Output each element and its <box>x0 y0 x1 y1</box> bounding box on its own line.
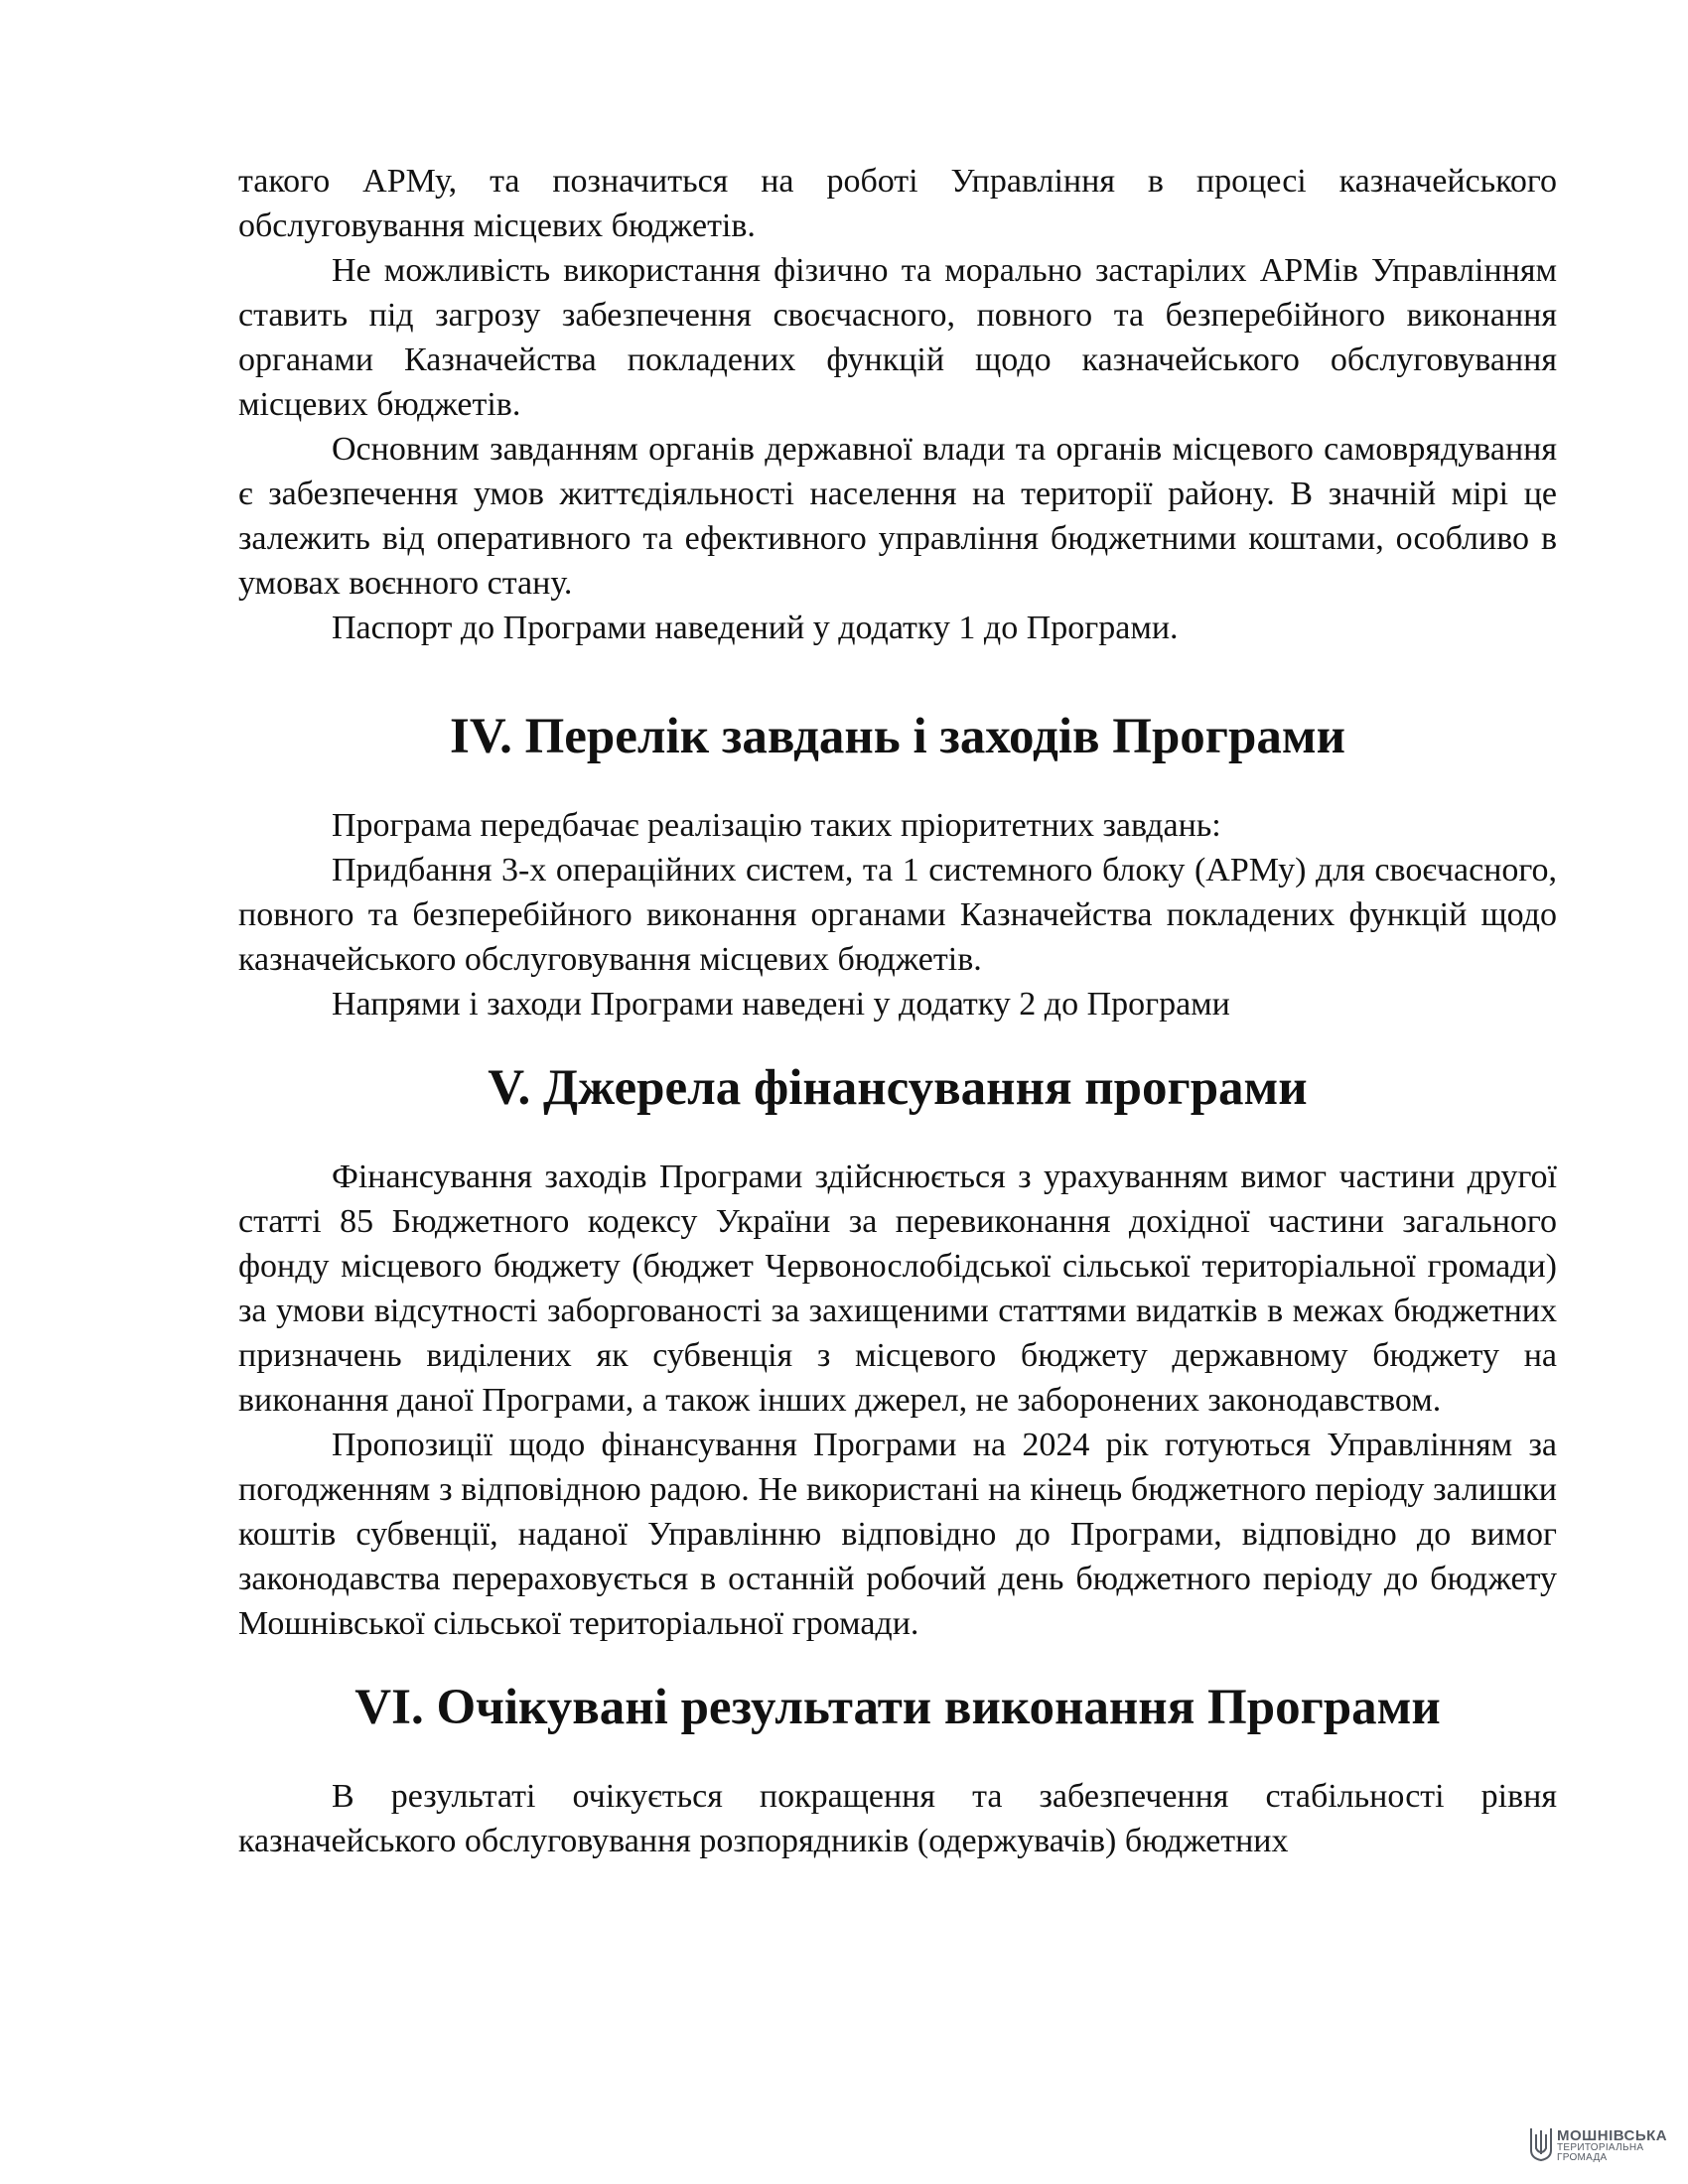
paragraph: В результаті очікується покращення та забезпечення стабільності рівня казначейського обслуговування розпорядників (одержувачів) бюджетних <box>238 1778 1557 1859</box>
paragraph: Програма передбачає реалізацію таких пріоритетних завдань: <box>332 807 1221 844</box>
trident-icon <box>1529 2124 1553 2167</box>
paragraph: Основним завданням органів державної влади та органів місцевого самоврядування є забезпечення умов життєдіяльності населення на території району. В значній мірі це залежить від оперативного та ефективного управління бюджетними коштами, особливо в умовах воєнного стану. <box>238 431 1557 602</box>
document-page <box>238 159 1557 1863</box>
paragraph: Придбання 3-х операційних систем, та 1 системного блоку (АРМу) для своєчасного, повного та безперебійного виконання органами Казначейства покладених функцій щодо казначейського обслуговування місцевих бюджетів. <box>238 852 1557 978</box>
paragraph: Фінансування заходів Програми здійснюється з урахуванням вимог частини другої статті 85 Бюджетного кодексу України за перевиконання дохідної частини загального фонду місцевого бюджету (бюджет Червонослобідської сільської територіальної громади) за умови відсутності заборгованості за захищеними статтями видатків в межах бюджетних призначень виділених як субвенція з місцевого бюджету державному бюджету на виконання даної Програми, а також інших джерел, не заборонених законодавством. <box>238 1159 1557 1419</box>
section-heading-6: VI. Очікувані результати виконання Програми <box>354 1680 1441 1735</box>
logo-sub-text: ГРОМАДА <box>1557 2151 1608 2163</box>
logo-sub-text: ТЕРИТОРІАЛЬНА <box>1557 2141 1644 2153</box>
community-logo <box>1529 2119 1667 2171</box>
logo-main-text: МОШНІВСЬКА <box>1557 2126 1668 2144</box>
paragraph: Напрями і заходи Програми наведені у додатку 2 до Програми <box>332 986 1230 1023</box>
paragraph: Паспорт до Програми наведений у додатку 1 до Програми. <box>332 610 1179 646</box>
paragraph: Не можливість використання фізично та морально застарілих АРМів Управлінням ставить під загрозу забезпечення своєчасного, повного та безперебійного виконання органами Казначейства покладених функцій щодо казначейського обслуговування місцевих бюджетів. <box>238 252 1557 423</box>
section-heading-4: IV. Перелік завдань і заходів Програми <box>450 709 1345 764</box>
paragraph: Пропозиції щодо фінансування Програми на 2024 рік готуються Управлінням за погодженням з відповідною радою. Не використані на кінець бюджетного періоду залишки коштів субвенції, наданої Управлінню відповідно до Програми, відповідно до вимог законодавства перераховується в останній робочий день бюджетного періоду до бюджету Мошнівської сільської територіальної громади. <box>238 1427 1557 1642</box>
section-heading-5: V. Джерела фінансування програми <box>488 1060 1308 1116</box>
paragraph: такого АРМу, та позначиться на роботі Управління в процесі казначейського обслуговування місцевих бюджетів. <box>238 163 1557 244</box>
